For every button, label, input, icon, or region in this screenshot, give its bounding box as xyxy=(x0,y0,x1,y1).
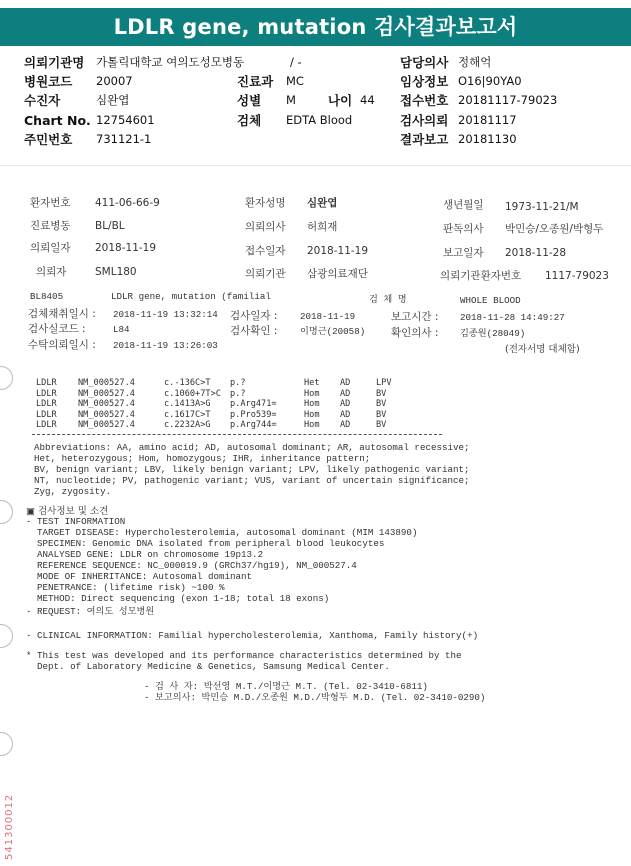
report-time-label: 보고시간 : xyxy=(391,311,439,323)
test-info-line: PENETRANCE: (lifetime risk) ~100 % xyxy=(26,582,225,593)
verified-label: 검사확인 : xyxy=(230,325,278,337)
req-date-value: 2018-11-19 xyxy=(95,242,157,254)
receive-time-label: 수탁의뢰일시 : xyxy=(28,339,96,351)
test-info-line: REFERENCE SEQUENCE: NC_000019.9 (GRCh37/hg19), NM_000527.4 xyxy=(26,560,357,571)
report-header xyxy=(0,52,631,157)
age-label: 나이 xyxy=(328,93,353,108)
disclaimer-line: Dept. of Laboratory Medicine & Genetics, Samsung Medical Center. xyxy=(26,661,390,672)
clinical-info-value: O16|90YA0 xyxy=(458,74,522,88)
protein-cell: p.Arg471= xyxy=(230,399,277,410)
receipt-no-value: 20181117-79023 xyxy=(458,93,558,107)
chart-no-label: Chart No. xyxy=(24,113,91,128)
test-info-line: TARGET DISEASE: Hypercholesterolemia, autosomal dominant (MIM 143890) xyxy=(26,527,418,538)
inheritance-cell: AD xyxy=(340,378,351,388)
transcript-cell: NM_000527.4 xyxy=(78,388,135,399)
req-doctor-value: 허희재 xyxy=(307,221,338,233)
request-line: - REQUEST: 여의도 성모병원 xyxy=(26,606,155,617)
report-date-value: 20181130 xyxy=(458,132,517,146)
transcript-cell: NM_000527.4 xyxy=(78,420,135,431)
protein-cell: p.Arg744= xyxy=(230,420,277,431)
ordering-hospital-label: 의뢰기관명 xyxy=(24,55,85,70)
cdna-cell: c.1617C>T xyxy=(164,409,211,420)
req-org-patient-no-label: 의뢰기관환자번호 xyxy=(440,270,522,282)
staff-line: - 보고의사: 박민승 M.D./오종원 M.D./박형두 M.D. (Tel. 02-3410-0290) xyxy=(144,692,486,703)
transcript-cell: NM_000527.4 xyxy=(78,378,135,388)
clinical-info-line: - CLINICAL INFORMATION: Familial hypercholesterolemia, Xanthoma, Family history(+) xyxy=(26,630,479,641)
protein-cell: p.? xyxy=(230,388,246,399)
inheritance-cell: AD xyxy=(340,409,351,420)
abbrev-line: BV, benign variant; LBV, likely benign variant; LPV, likely pathogenic variant; xyxy=(34,464,470,475)
patient-no-value: 411-06-66-9 xyxy=(95,197,160,209)
protein-cell: p.? xyxy=(230,378,246,388)
gene-cell: LDLR xyxy=(36,409,57,420)
patient-name-value: 심완엽 xyxy=(307,197,338,209)
test-info-heading: ▣ 검사정보 및 소견 xyxy=(26,506,109,517)
lab-code-label: 검사실코드 : xyxy=(28,323,86,335)
cdna-cell: c.1060+7T>C xyxy=(164,388,221,399)
zygosity-cell: Hom xyxy=(304,388,320,399)
req-org-value: 삼광의료재단 xyxy=(307,268,368,280)
inheritance-cell: AD xyxy=(340,388,351,399)
test-info-line: ANALYSED GENE: LDLR on chromosome 19p13.2 xyxy=(26,549,264,560)
lab-code-value: L84 xyxy=(113,324,130,335)
zygosity-cell: Hom xyxy=(304,409,320,420)
abbrev-line: Zyg, zygosity. xyxy=(34,486,112,497)
id-no-label: 주민번호 xyxy=(24,132,73,147)
verified-value: 이명근(20058) xyxy=(300,326,366,337)
report-time-value: 2018-11-28 14:49:27 xyxy=(460,312,565,323)
specimen-label: 검체 xyxy=(237,113,262,128)
classification-cell: BV xyxy=(376,388,387,399)
receive-time-value: 2018-11-19 13:26:03 xyxy=(113,340,218,351)
test-code: BL8405 xyxy=(30,291,64,302)
transcript-cell: NM_000527.4 xyxy=(78,409,135,420)
requester-label: 의뢰자 xyxy=(36,266,67,278)
zygosity-cell: Hom xyxy=(304,420,320,431)
specimen-name-label: 검 체 명 xyxy=(369,294,407,305)
hospital-code-value: 20007 xyxy=(96,74,133,88)
collect-time-value: 2018-11-19 13:32:14 xyxy=(113,309,218,320)
birth-value: 1973-11-21/M xyxy=(505,201,579,213)
req-doctor-label: 의뢰의사 xyxy=(245,221,286,233)
cdna-cell: c.1413A>G xyxy=(164,399,211,410)
report-date-label-2: 보고일자 xyxy=(443,247,484,259)
patient-no-label: 환자번호 xyxy=(30,197,71,209)
specimen-value: EDTA Blood xyxy=(286,113,353,127)
request-date-value: 20181117 xyxy=(458,113,517,127)
collect-time-label: 검체채취일시 : xyxy=(28,308,96,320)
disclaimer-line: * This test was developed and its performance characteristics determined by the xyxy=(26,650,462,661)
receipt-date-value: 2018-11-19 xyxy=(307,245,369,257)
dashed-divider xyxy=(32,434,442,435)
sex-value: M xyxy=(286,93,296,107)
vertical-stamp-number: 541300012 xyxy=(4,793,15,860)
ward-label: 진료병동 xyxy=(30,220,71,232)
birth-label: 생년월일 xyxy=(443,199,484,211)
gene-cell: LDLR xyxy=(36,399,57,410)
classification-cell: BV xyxy=(376,409,387,420)
report-title: LDLR gene, mutation 검사결과보고서 xyxy=(0,8,631,46)
classification-cell: BV xyxy=(376,399,387,410)
request-date-label: 검사의뢰 xyxy=(400,113,449,128)
department-label: 진료과 xyxy=(237,74,274,89)
abbrev-line: NT, nucleotide; PV, pathogenic variant; VUS, variant of uncertain significance; xyxy=(34,475,470,486)
zygosity-cell: Het xyxy=(304,378,320,388)
chart-no-value: 12754601 xyxy=(96,113,155,127)
test-info-line: MODE OF INHERITANCE: Autosomal dominant xyxy=(26,571,253,582)
inheritance-cell: AD xyxy=(340,420,351,431)
gene-cell: LDLR xyxy=(36,378,57,388)
age-value: 44 xyxy=(360,93,375,107)
req-org-label: 의뢰기관 xyxy=(245,268,286,280)
test-name: LDLR gene, mutation (familial xyxy=(111,291,271,302)
receipt-no-label: 접수번호 xyxy=(400,93,449,108)
hospital-code-label: 병원코드 xyxy=(24,74,73,89)
req-org-patient-no-value: 1117-79023 xyxy=(545,270,609,282)
test-date-label: 검사일자 : xyxy=(230,310,278,322)
protein-cell: p.Pro539= xyxy=(230,409,277,420)
patient-value: 심완엽 xyxy=(96,93,130,107)
transcript-cell: NM_000527.4 xyxy=(78,399,135,410)
abbrev-line: Abbreviations: AA, amino acid; AD, autosomal dominant; AR, autosomal recessive; xyxy=(34,442,470,453)
physician-value: 정해억 xyxy=(458,55,492,69)
clinical-info-label: 임상정보 xyxy=(400,74,449,89)
cdna-cell: c.2232A>G xyxy=(164,420,211,431)
gene-cell: LDLR xyxy=(36,420,57,431)
abbrev-line: Het, heterozygous; Hom, homozygous; IHR, inheritance pattern; xyxy=(34,453,371,464)
ward-value: BL/BL xyxy=(95,220,125,232)
department-value: MC xyxy=(286,74,304,88)
test-info-line: SPECIMEN: Genomic DNA isolated from peripheral blood leukocytes xyxy=(26,538,385,549)
zygosity-cell: Hom xyxy=(304,399,320,410)
report-date-value-2: 2018-11-28 xyxy=(505,247,567,259)
requester-value: SML180 xyxy=(95,266,137,278)
specimen-name-value: WHOLE BLOOD xyxy=(460,295,521,306)
patient-label: 수진자 xyxy=(24,93,61,108)
ordering-hospital-slash: / - xyxy=(290,55,302,69)
patient-name-label: 환자성명 xyxy=(245,197,286,209)
test-info-line: METHOD: Direct sequencing (exon 1-18; total 18 exons) xyxy=(26,593,330,604)
confirm-doctor-label: 확인의사 : xyxy=(391,327,439,339)
confirm-doctor-value: 김종원(28049) xyxy=(460,328,526,339)
test-date-value: 2018-11-19 xyxy=(300,311,356,322)
test-info-line: - TEST INFORMATION xyxy=(26,516,126,527)
id-no-value: 731121-1 xyxy=(96,132,152,146)
physician-label: 담당의사 xyxy=(400,55,449,70)
reading-doctor-label: 판독의사 xyxy=(443,223,484,235)
inheritance-cell: AD xyxy=(340,399,351,410)
cdna-cell: c.-136C>T xyxy=(164,378,211,388)
reading-doctor-value: 박민승/오종원/박형두 xyxy=(505,223,604,235)
classification-cell: BV xyxy=(376,420,387,431)
ordering-hospital-value: 가톨릭대학교 여의도성모병동 xyxy=(96,55,245,69)
receipt-date-label: 접수일자 xyxy=(245,245,286,257)
req-date-label: 의뢰일자 xyxy=(30,242,71,254)
sex-label: 성별 xyxy=(237,93,262,108)
e-sign-note: (전자서명 대체함) xyxy=(505,344,580,355)
gene-cell: LDLR xyxy=(36,388,57,399)
report-date-label: 결과보고 xyxy=(400,132,449,147)
staff-line: - 검 사 자: 박선영 M.T./이명근 M.T. (Tel. 02-3410-6811) xyxy=(144,681,428,692)
classification-cell: LPV xyxy=(376,378,392,388)
